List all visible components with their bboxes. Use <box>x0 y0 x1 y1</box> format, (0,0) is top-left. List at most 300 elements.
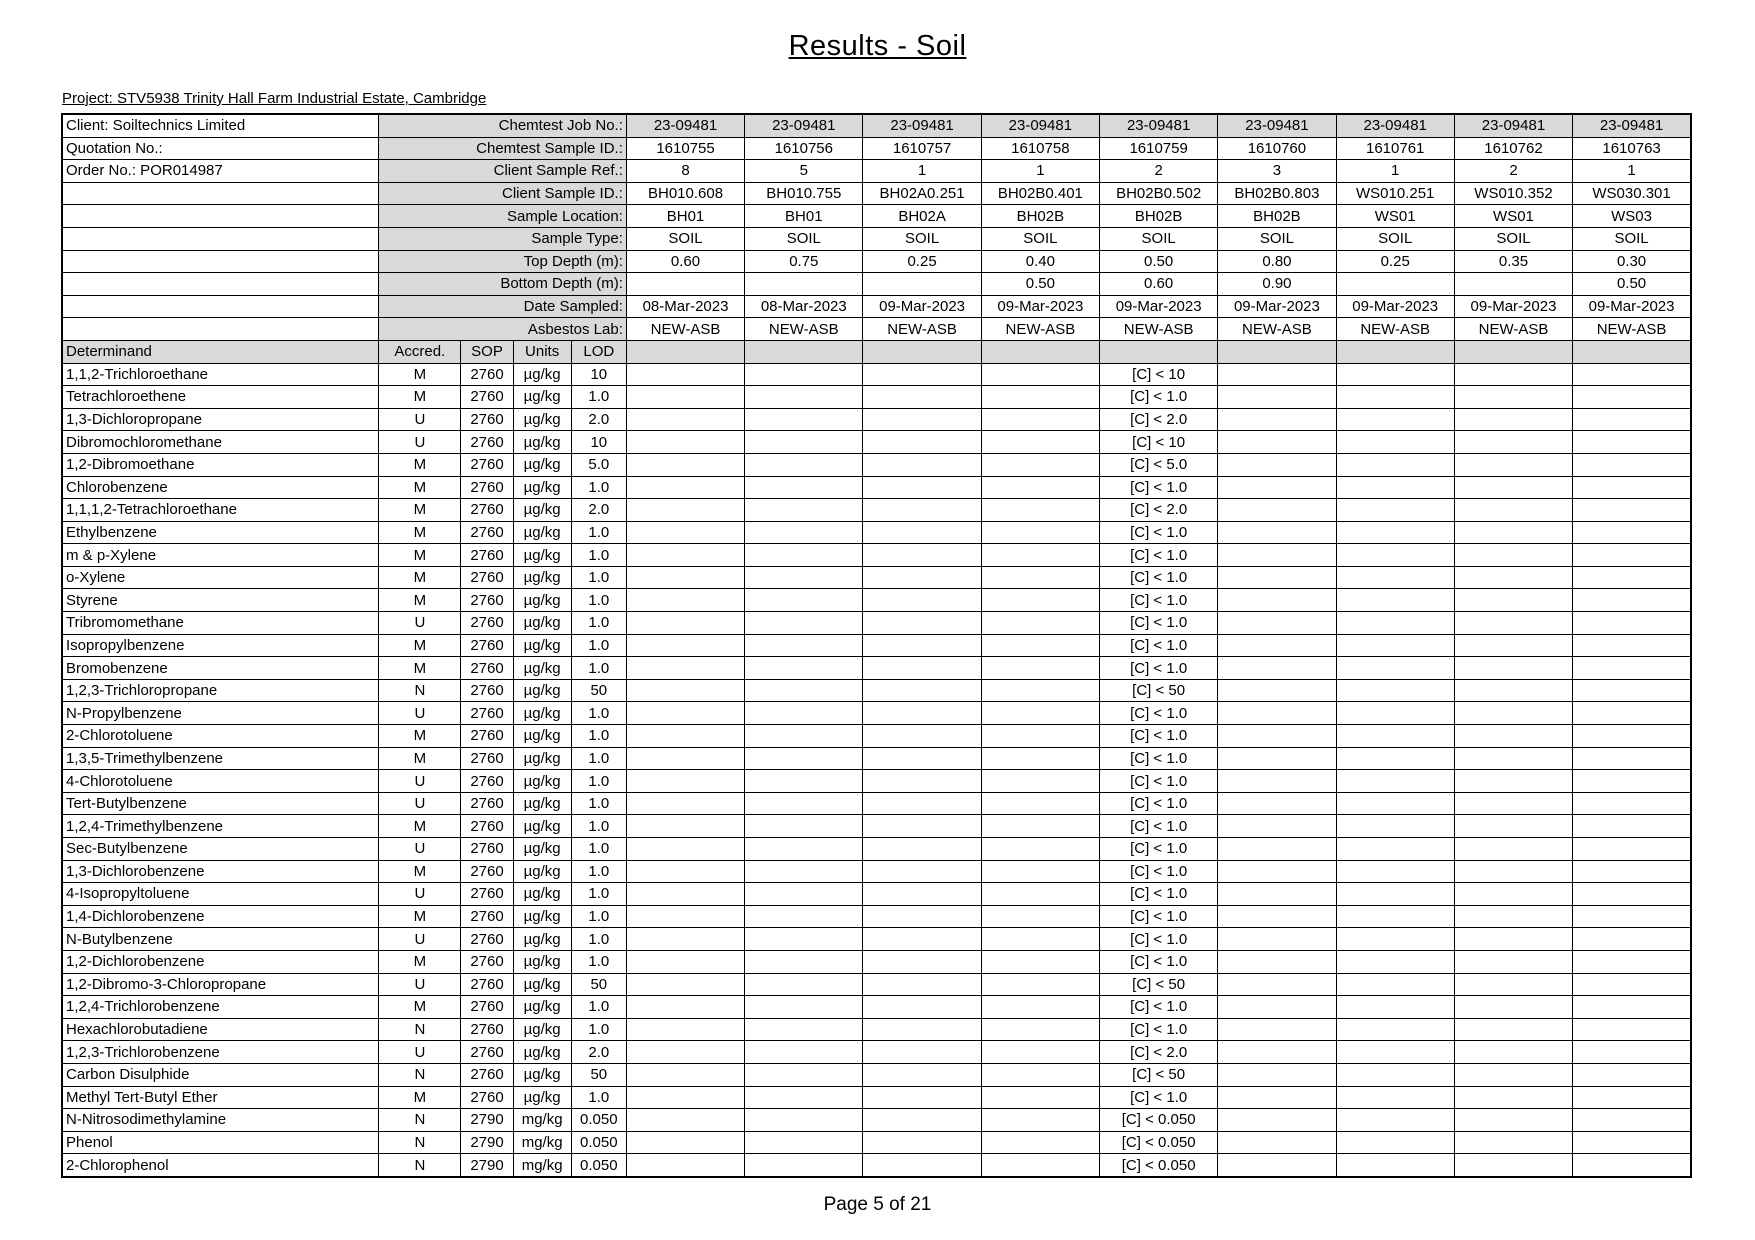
sop-cell: 2760 <box>461 1018 513 1041</box>
lod-cell: 1.0 <box>571 770 626 793</box>
result-value <box>745 928 863 951</box>
accred-cell: U <box>379 408 461 431</box>
units-cell: µg/kg <box>513 408 571 431</box>
header-label: Bottom Depth (m): <box>379 273 627 296</box>
result-value <box>981 1109 1099 1132</box>
result-value <box>1573 860 1691 883</box>
result-value <box>981 634 1099 657</box>
column-header-blank <box>626 340 744 363</box>
result-value <box>1218 1131 1336 1154</box>
result-value <box>1218 589 1336 612</box>
result-value <box>1454 589 1572 612</box>
sample-value: 23-09481 <box>1573 114 1691 137</box>
result-value <box>1218 838 1336 861</box>
sop-cell: 2760 <box>461 815 513 838</box>
result-value <box>745 996 863 1019</box>
sample-value: 2 <box>1100 160 1218 183</box>
determinand-name: Chlorobenzene <box>62 476 379 499</box>
result-value <box>745 431 863 454</box>
result-value <box>1218 792 1336 815</box>
sample-value: 0.60 <box>626 250 744 273</box>
sample-value <box>626 273 744 296</box>
header-row <box>62 273 1691 296</box>
result-value <box>745 860 863 883</box>
units-cell: µg/kg <box>513 950 571 973</box>
result-value <box>1218 747 1336 770</box>
result-value <box>981 1131 1099 1154</box>
result-value <box>745 408 863 431</box>
result-value <box>981 815 1099 838</box>
result-value <box>1336 950 1454 973</box>
table-row <box>62 973 1691 996</box>
result-value <box>1454 747 1572 770</box>
result-value <box>1454 950 1572 973</box>
sample-value: NEW-ASB <box>863 318 981 341</box>
result-value <box>863 566 981 589</box>
result-value <box>863 815 981 838</box>
result-value: [C] < 1.0 <box>1100 476 1218 499</box>
header-label: Date Sampled: <box>379 295 627 318</box>
result-value <box>626 1086 744 1109</box>
result-value: [C] < 1.0 <box>1100 792 1218 815</box>
accred-cell: M <box>379 634 461 657</box>
determinand-name: 1,3-Dichlorobenzene <box>62 860 379 883</box>
result-value <box>1454 499 1572 522</box>
result-value <box>626 634 744 657</box>
result-value <box>1573 589 1691 612</box>
result-value <box>745 657 863 680</box>
result-value <box>1336 1154 1454 1177</box>
column-header-blank <box>1336 340 1454 363</box>
result-value <box>863 973 981 996</box>
units-cell: µg/kg <box>513 657 571 680</box>
sop-cell: 2760 <box>461 589 513 612</box>
result-value <box>863 1018 981 1041</box>
result-value <box>1573 612 1691 635</box>
sample-value: BH02B <box>1100 205 1218 228</box>
result-value <box>745 1154 863 1177</box>
result-value <box>745 386 863 409</box>
result-value <box>1454 973 1572 996</box>
lod-cell: 1.0 <box>571 476 626 499</box>
sample-value: 1610759 <box>1100 137 1218 160</box>
header-row <box>62 160 1691 183</box>
determinand-name: Tert-Butylbenzene <box>62 792 379 815</box>
result-value <box>981 544 1099 567</box>
lod-cell: 1.0 <box>571 815 626 838</box>
result-value <box>1336 476 1454 499</box>
sample-value: 3 <box>1218 160 1336 183</box>
result-value: [C] < 1.0 <box>1100 928 1218 951</box>
sop-cell: 2760 <box>461 770 513 793</box>
lod-cell: 1.0 <box>571 725 626 748</box>
result-value <box>626 612 744 635</box>
result-value <box>863 1063 981 1086</box>
sop-cell: 2760 <box>461 928 513 951</box>
sop-cell: 2760 <box>461 792 513 815</box>
result-value <box>1573 566 1691 589</box>
units-cell: µg/kg <box>513 499 571 522</box>
sample-value: SOIL <box>1218 227 1336 250</box>
determinand-name: N-Nitrosodimethylamine <box>62 1109 379 1132</box>
result-value <box>1454 521 1572 544</box>
result-value <box>1218 1109 1336 1132</box>
result-value <box>1218 476 1336 499</box>
sop-cell: 2760 <box>461 544 513 567</box>
result-value: [C] < 1.0 <box>1100 1018 1218 1041</box>
result-value <box>745 634 863 657</box>
result-value <box>1218 928 1336 951</box>
lod-cell: 10 <box>571 431 626 454</box>
result-value <box>1336 860 1454 883</box>
header-left-cell <box>62 318 379 341</box>
result-value <box>626 657 744 680</box>
result-value <box>863 431 981 454</box>
result-value <box>745 521 863 544</box>
result-value <box>981 838 1099 861</box>
sample-value: 1610763 <box>1573 137 1691 160</box>
sample-value: 1 <box>981 160 1099 183</box>
units-cell: µg/kg <box>513 860 571 883</box>
result-value <box>863 634 981 657</box>
header-label: Sample Location: <box>379 205 627 228</box>
result-value <box>1336 996 1454 1019</box>
lod-cell: 1.0 <box>571 838 626 861</box>
table-row <box>62 566 1691 589</box>
sample-value: 1610755 <box>626 137 744 160</box>
determinand-name: 2-Chlorophenol <box>62 1154 379 1177</box>
lod-cell: 10 <box>571 363 626 386</box>
result-value <box>1573 702 1691 725</box>
result-value <box>1454 566 1572 589</box>
accred-cell: U <box>379 792 461 815</box>
sop-cell: 2760 <box>461 634 513 657</box>
table-row <box>62 612 1691 635</box>
determinand-name: N-Propylbenzene <box>62 702 379 725</box>
determinand-name: 1,2,3-Trichlorobenzene <box>62 1041 379 1064</box>
accred-cell: M <box>379 363 461 386</box>
sample-value: 1610762 <box>1454 137 1572 160</box>
result-value <box>1336 973 1454 996</box>
result-value <box>1218 702 1336 725</box>
result-value <box>1454 1109 1572 1132</box>
result-value <box>1336 770 1454 793</box>
sop-cell: 2760 <box>461 973 513 996</box>
table-row <box>62 838 1691 861</box>
result-value <box>626 386 744 409</box>
result-value <box>745 883 863 906</box>
result-value <box>1573 950 1691 973</box>
lod-cell: 1.0 <box>571 521 626 544</box>
result-value: [C] < 1.0 <box>1100 815 1218 838</box>
sample-value: 08-Mar-2023 <box>626 295 744 318</box>
table-row <box>62 905 1691 928</box>
result-value <box>626 453 744 476</box>
units-cell: µg/kg <box>513 544 571 567</box>
result-value: [C] < 1.0 <box>1100 566 1218 589</box>
sample-value: WS03 <box>1573 205 1691 228</box>
result-value <box>863 544 981 567</box>
sample-value: BH01 <box>745 205 863 228</box>
result-value <box>626 747 744 770</box>
sample-value: BH01 <box>626 205 744 228</box>
units-cell: µg/kg <box>513 612 571 635</box>
result-value: [C] < 1.0 <box>1100 657 1218 680</box>
units-cell: µg/kg <box>513 363 571 386</box>
result-value <box>745 905 863 928</box>
units-cell: µg/kg <box>513 883 571 906</box>
sop-cell: 2760 <box>461 657 513 680</box>
result-value <box>1573 996 1691 1019</box>
result-value <box>1218 1041 1336 1064</box>
result-value <box>1218 612 1336 635</box>
lod-cell: 1.0 <box>571 589 626 612</box>
column-header-blank <box>1454 340 1572 363</box>
table-row <box>62 815 1691 838</box>
sample-value: SOIL <box>863 227 981 250</box>
result-value <box>1218 860 1336 883</box>
accred-cell: M <box>379 386 461 409</box>
table-row <box>62 860 1691 883</box>
result-value <box>1454 1131 1572 1154</box>
sample-value <box>745 273 863 296</box>
result-value <box>626 1131 744 1154</box>
result-value <box>1336 928 1454 951</box>
result-value: [C] < 0.050 <box>1100 1131 1218 1154</box>
units-cell: µg/kg <box>513 747 571 770</box>
result-value <box>863 1109 981 1132</box>
header-label: Sample Type: <box>379 227 627 250</box>
sample-value: 0.25 <box>863 250 981 273</box>
result-value <box>1573 770 1691 793</box>
column-header-blank <box>1218 340 1336 363</box>
sample-value: 1610761 <box>1336 137 1454 160</box>
sop-cell: 2760 <box>461 702 513 725</box>
result-value <box>1573 499 1691 522</box>
result-value <box>1218 950 1336 973</box>
accred-cell: N <box>379 679 461 702</box>
result-value <box>626 860 744 883</box>
result-value: [C] < 1.0 <box>1100 838 1218 861</box>
determinand-name: 1,1,1,2-Tetrachloroethane <box>62 499 379 522</box>
result-value: [C] < 1.0 <box>1100 634 1218 657</box>
header-left-cell <box>62 250 379 273</box>
result-value <box>1218 363 1336 386</box>
table-row <box>62 589 1691 612</box>
determinand-name: 1,2-Dichlorobenzene <box>62 950 379 973</box>
table-row <box>62 679 1691 702</box>
sample-value: NEW-ASB <box>626 318 744 341</box>
column-header-determinand: Determinand <box>62 340 379 363</box>
column-header-blank <box>981 340 1099 363</box>
lod-cell: 1.0 <box>571 634 626 657</box>
result-value <box>745 589 863 612</box>
sop-cell: 2760 <box>461 950 513 973</box>
lod-cell: 1.0 <box>571 1086 626 1109</box>
units-cell: mg/kg <box>513 1109 571 1132</box>
result-value <box>1218 725 1336 748</box>
sop-cell: 2790 <box>461 1154 513 1177</box>
result-value: [C] < 1.0 <box>1100 905 1218 928</box>
accred-cell: M <box>379 544 461 567</box>
result-value <box>626 679 744 702</box>
sample-value: SOIL <box>745 227 863 250</box>
lod-cell: 1.0 <box>571 1018 626 1041</box>
header-row <box>62 250 1691 273</box>
result-value <box>1573 928 1691 951</box>
result-value <box>863 838 981 861</box>
table-row <box>62 453 1691 476</box>
header-row <box>62 227 1691 250</box>
result-value <box>745 476 863 499</box>
result-value <box>981 1154 1099 1177</box>
column-header-blank <box>745 340 863 363</box>
accred-cell: M <box>379 453 461 476</box>
result-value <box>981 476 1099 499</box>
result-value <box>981 950 1099 973</box>
table-row <box>62 1018 1691 1041</box>
sop-cell: 2760 <box>461 612 513 635</box>
result-value <box>863 1086 981 1109</box>
result-value <box>1573 1018 1691 1041</box>
sample-value: 0.30 <box>1573 250 1691 273</box>
result-value <box>1336 1041 1454 1064</box>
result-value <box>745 679 863 702</box>
determinand-name: Phenol <box>62 1131 379 1154</box>
accred-cell: M <box>379 905 461 928</box>
result-value <box>1454 883 1572 906</box>
determinand-name: Carbon Disulphide <box>62 1063 379 1086</box>
result-value <box>1573 1154 1691 1177</box>
result-value <box>1218 453 1336 476</box>
result-value <box>981 702 1099 725</box>
determinand-name: Ethylbenzene <box>62 521 379 544</box>
lod-cell: 1.0 <box>571 566 626 589</box>
result-value <box>1218 657 1336 680</box>
accred-cell: M <box>379 521 461 544</box>
result-value <box>1454 838 1572 861</box>
sample-value: NEW-ASB <box>981 318 1099 341</box>
result-value <box>626 408 744 431</box>
result-value <box>1218 544 1336 567</box>
lod-cell: 2.0 <box>571 408 626 431</box>
result-value: [C] < 5.0 <box>1100 453 1218 476</box>
accred-cell: U <box>379 431 461 454</box>
determinand-name: 1,4-Dichlorobenzene <box>62 905 379 928</box>
result-value <box>745 770 863 793</box>
result-value <box>1336 544 1454 567</box>
header-left-cell <box>62 182 379 205</box>
result-value <box>981 1063 1099 1086</box>
sample-value: 8 <box>626 160 744 183</box>
result-value <box>1454 860 1572 883</box>
lod-cell: 50 <box>571 1063 626 1086</box>
units-cell: µg/kg <box>513 453 571 476</box>
sample-value: 1 <box>863 160 981 183</box>
sample-value: BH02A <box>863 205 981 228</box>
table-row <box>62 792 1691 815</box>
sop-cell: 2760 <box>461 476 513 499</box>
units-cell: µg/kg <box>513 521 571 544</box>
sample-value: SOIL <box>981 227 1099 250</box>
result-value <box>1336 453 1454 476</box>
determinand-name: 4-Isopropyltoluene <box>62 883 379 906</box>
result-value <box>1218 499 1336 522</box>
sop-cell: 2760 <box>461 838 513 861</box>
units-cell: µg/kg <box>513 792 571 815</box>
result-value <box>1218 408 1336 431</box>
table-row <box>62 1086 1691 1109</box>
result-value <box>863 1154 981 1177</box>
lod-cell: 2.0 <box>571 499 626 522</box>
sample-value: 0.35 <box>1454 250 1572 273</box>
page-title: Results - Soil <box>788 30 967 62</box>
sample-value: 23-09481 <box>626 114 744 137</box>
result-value <box>745 1109 863 1132</box>
result-value <box>626 521 744 544</box>
result-value: [C] < 1.0 <box>1100 544 1218 567</box>
sop-cell: 2760 <box>461 1086 513 1109</box>
sample-value: BH02B <box>1218 205 1336 228</box>
determinand-name: 1,3,5-Trimethylbenzene <box>62 747 379 770</box>
header-left-cell: Client: Soiltechnics Limited <box>62 114 379 137</box>
header-left-cell <box>62 227 379 250</box>
lod-cell: 1.0 <box>571 905 626 928</box>
header-label: Top Depth (m): <box>379 250 627 273</box>
result-value <box>626 770 744 793</box>
result-value <box>863 996 981 1019</box>
result-value <box>745 544 863 567</box>
result-value <box>745 1041 863 1064</box>
column-header-units: Units <box>513 340 571 363</box>
column-header-accred: Accred. <box>379 340 461 363</box>
determinand-name: 1,2,4-Trimethylbenzene <box>62 815 379 838</box>
column-header-blank <box>1100 340 1218 363</box>
sample-value: 09-Mar-2023 <box>1454 295 1572 318</box>
result-value <box>1573 973 1691 996</box>
result-value <box>1336 386 1454 409</box>
result-value <box>981 1041 1099 1064</box>
result-value <box>1218 973 1336 996</box>
result-value <box>863 883 981 906</box>
sop-cell: 2760 <box>461 386 513 409</box>
determinand-name: 2-Chlorotoluene <box>62 725 379 748</box>
units-cell: mg/kg <box>513 1154 571 1177</box>
result-value: [C] < 1.0 <box>1100 770 1218 793</box>
result-value <box>1454 679 1572 702</box>
lod-cell: 1.0 <box>571 883 626 906</box>
result-value <box>1336 679 1454 702</box>
table-row <box>62 996 1691 1019</box>
result-value <box>626 431 744 454</box>
result-value <box>981 612 1099 635</box>
units-cell: µg/kg <box>513 838 571 861</box>
determinand-name: Tribromomethane <box>62 612 379 635</box>
result-value <box>1218 1086 1336 1109</box>
result-value <box>1454 1086 1572 1109</box>
result-value <box>863 363 981 386</box>
accred-cell: N <box>379 1109 461 1132</box>
determinand-name: 1,2-Dibromo-3-Chloropropane <box>62 973 379 996</box>
lod-cell: 50 <box>571 679 626 702</box>
determinand-name: Sec-Butylbenzene <box>62 838 379 861</box>
result-value <box>1218 521 1336 544</box>
result-value <box>1454 702 1572 725</box>
result-value <box>981 408 1099 431</box>
header-row <box>62 205 1691 228</box>
result-value <box>626 838 744 861</box>
sop-cell: 2760 <box>461 747 513 770</box>
